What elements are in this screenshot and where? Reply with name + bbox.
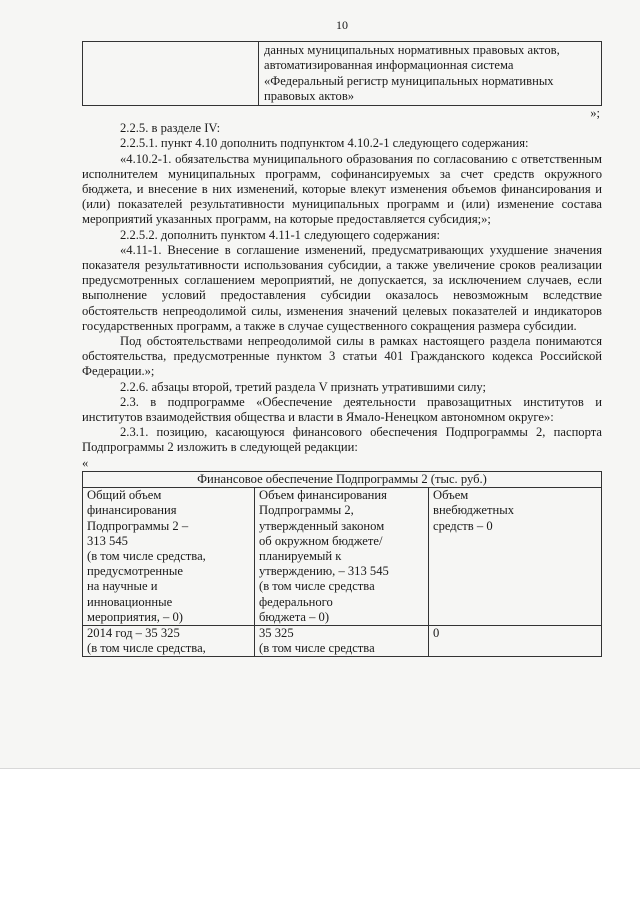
paragraph: 2.3. в подпрограмме «Обеспечение деятельности правозащитных институтов и институтов взаимодействия общества и власти в Ямало-Ненецком автономном округе»: (82, 394, 602, 425)
total-volume-cell: Общий объем финансирования Подпрограммы 2 – 313 545 (в том числе средства, предусмотренные на научные и инновационные мероприятия, – 0) (83, 488, 255, 626)
paragraph: 2.2.5.2. дополнить пунктом 4.11-1 следующего содержания: (120, 227, 440, 242)
paragraph: 2.3.1. позицию, касающуюся финансового обеспечения Подпрограммы 2, паспорта Подпрограммы 2 изложить в следующей редакции: (82, 425, 602, 455)
table-cell: данных муниципальных нормативных правовых актов, автоматизированная информационная система «Федеральный регистр муниципальных нормативных правовых актов» (259, 42, 602, 106)
paragraph: 2.2.5.1. пункт 4.10 дополнить подпунктом 4.10.2-1 следующего содержания: (120, 136, 529, 151)
financing-table (82, 471, 602, 657)
paragraph: Под обстоятельствами непреодолимой силы в рамках настоящего раздела понимаются обстоятельства, предусмотренные пунктом 3 статьи 401 Гражданского кодекса Российской Федерации.»; (82, 334, 602, 379)
paragraph: 2.2.5. в разделе IV: (120, 121, 221, 136)
paragraph: «4.11-1. Внесение в соглашение изменений, предусматривающих ухудшение значения показателя результативности использования субсидии, а также увеличение сроков реализации предусмотренных соглашением мероприятий, не допускается, за исключением случаев, если выполнение условий предоставления субсидии оказалось невозможным вследствие обстоятельств непреодолимой силы, изменения значений целевых показателей и индикаторов государственных программ, а также в случае существенного сокращения размера субсидии. (82, 242, 602, 333)
page-number: 10 (336, 18, 348, 32)
empty-cell (83, 42, 259, 106)
table-caption: Финансовое обеспечение Подпрограммы 2 (тыс. руб.) (83, 471, 602, 487)
year-2014-total-cell: 2014 год – 35 325 (в том числе средства, (83, 625, 255, 656)
paragraph: «4.10.2-1. обязательства муниципального образования по согласованию с ответственным исполнителем муниципальных программ, софинансируемых за счет средств окружного бюджета, и внесение в них изменений, которые влекут изменения объемов финансирования и (или) показателей результативности муниципальных программ и (или) изменение состава мероприятий указанных программ, на которые предоставляется субсидия;»; (82, 151, 602, 227)
year-2014-extrabudget-cell: 0 (429, 625, 602, 656)
opening-quote: « (82, 455, 89, 470)
table-row (83, 625, 602, 656)
table-row (83, 488, 602, 626)
extrabudget-cell: Объем внебюджетных средств – 0 (429, 488, 602, 626)
closing-quote: »; (590, 106, 600, 121)
continued-table (82, 41, 602, 106)
paragraph: 2.2.6. абзацы второй, третий раздела V признать утратившими силу; (120, 379, 487, 394)
document-page (82, 18, 602, 657)
year-2014-approved-cell: 35 325 (в том числе средства (255, 625, 429, 656)
table-caption-row (83, 471, 602, 487)
approved-volume-cell: Объем финансирования Подпрограммы 2, утвержденный законом об окружном бюджете/ планируемый к утверждению, – 313 545 (в том числе средства федерального бюджета – 0) (255, 488, 429, 626)
table-row (83, 42, 602, 106)
